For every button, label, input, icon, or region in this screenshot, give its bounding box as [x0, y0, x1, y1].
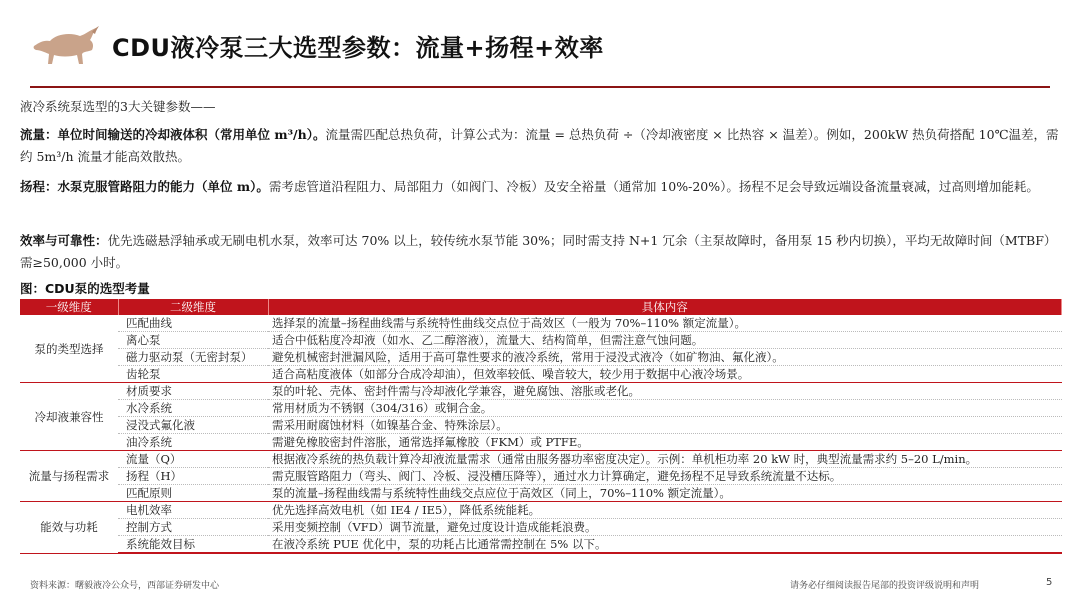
table-row [20, 366, 1062, 383]
level2-cell: 流量（Q） [118, 451, 268, 468]
level2-cell: 匹配原则 [118, 485, 268, 502]
table-header-cell: 具体内容 [268, 299, 1062, 315]
table-row [20, 383, 1062, 400]
head-text: 需考虑管道沿程阻力、局部阻力（如阀门、冷板）及安全裕量（通常加 10%-20%）。扬程不足会导致远端设备流量衰减，过高则增加能耗。 [268, 179, 1039, 194]
content-cell: 采用变频控制（VFD）调节流量，避免过度设计造成能耗浪费。 [268, 519, 1062, 536]
eff-text: 优先选磁悬浮轴承或无刷电机水泵，效率可达 70% 以上，较传统水泵节能 30%；同时需支持 N+1 冗余（主泵故障时，备用泵 15 秒内切换），平均无故障时间（MTBF）需≥50,000 小时。 [20, 233, 1057, 270]
table-header-cell: 二级维度 [118, 299, 268, 315]
level2-cell: 磁力驱动泵（无密封泵） [118, 349, 268, 366]
table-row [20, 468, 1062, 485]
header-divider [30, 86, 1050, 88]
flow-paragraph [20, 124, 1062, 168]
table-row [20, 502, 1062, 519]
content-cell: 需克服管路阻力（弯头、阀门、冷板、浸没槽压降等），通过水力计算确定，避免扬程不足导致系统流量不达标。 [268, 468, 1062, 485]
flow-text: 流量需匹配总热负荷，计算公式为：流量 = 总热负荷 ÷（冷却液密度 × 比热容 × 温差）。例如，200kW 热负荷搭配 10℃温差，需约 5m³/h 流量才能高效散热。 [20, 127, 1059, 164]
flow-lead: 流量：单位时间输送的冷却液体积（常用单位 m³/h）。 [20, 127, 326, 142]
level1-cell: 冷却液兼容性 [20, 383, 118, 451]
table-row [20, 400, 1062, 417]
level1-cell: 泵的类型选择 [20, 315, 118, 383]
table-row [20, 536, 1062, 554]
head-lead: 扬程：水泵克服管路阻力的能力（单位 m）。 [20, 179, 269, 194]
level1-cell: 能效与功耗 [20, 502, 118, 554]
page-number: 5 [1046, 577, 1053, 588]
table-row [20, 349, 1062, 366]
table-row [20, 434, 1062, 451]
level2-cell: 控制方式 [118, 519, 268, 536]
table-row [20, 315, 1062, 332]
content-cell: 在液冷系统 PUE 优化中，泵的功耗占比通常需控制在 5% 以下。 [268, 536, 1062, 554]
head-paragraph [20, 176, 1062, 198]
intro-text: 液冷系统泵选型的3大关键参数—— [20, 99, 216, 114]
level2-cell: 水冷系统 [118, 400, 268, 417]
content-cell: 需采用耐腐蚀材料（如镍基合金、特殊涂层）。 [268, 417, 1062, 434]
content-cell: 优先选择高效电机（如 IE4 / IE5），降低系统能耗。 [268, 502, 1062, 519]
efficiency-paragraph [20, 230, 1062, 274]
bull-icon [30, 24, 100, 68]
level2-cell: 浸没式氟化液 [118, 417, 268, 434]
content-cell: 根据液冷系统的热负载计算冷却液流量需求（通常由服务器功率密度决定）。示例：单机柜功率 20 kW 时，典型流量需求约 5–20 L/min。 [268, 451, 1062, 468]
content-cell: 适合高粘度液体（如部分合成冷却油），但效率较低、噪音较大，较少用于数据中心液冷场景。 [268, 366, 1062, 383]
level2-cell: 匹配曲线 [118, 315, 268, 332]
page-title: CDU液冷泵三大选型参数：流量+扬程+效率 [112, 34, 604, 62]
content-cell: 常用材质为不锈钢（304/316）或铜合金。 [268, 400, 1062, 417]
table-row [20, 451, 1062, 468]
table-row [20, 332, 1062, 349]
figure-caption: 图：CDU泵的选型考量 [20, 281, 150, 296]
source-note: 资料来源：曙毅液冷公众号，西部证券研发中心 [30, 581, 220, 591]
content-cell: 泵的叶轮、壳体、密封件需与冷却液化学兼容，避免腐蚀、溶胀或老化。 [268, 383, 1062, 400]
table-row [20, 485, 1062, 502]
level1-cell: 流量与扬程需求 [20, 451, 118, 502]
level2-cell: 电机效率 [118, 502, 268, 519]
table-row [20, 519, 1062, 536]
content-cell: 适合中低粘度冷却液（如水、乙二醇溶液），流量大、结构简单，但需注意气蚀问题。 [268, 332, 1062, 349]
content-cell: 需避免橡胶密封件溶胀，通常选择氟橡胶（FKM）或 PTFE。 [268, 434, 1062, 451]
level2-cell: 齿轮泵 [118, 366, 268, 383]
level2-cell: 扬程（H） [118, 468, 268, 485]
table-row [20, 417, 1062, 434]
disclaimer-note: 请务必仔细阅读报告尾部的投资评级说明和声明 [790, 581, 980, 591]
content-cell: 避免机械密封泄漏风险，适用于高可靠性要求的液冷系统，常用于浸没式液冷（如矿物油、氟化液）。 [268, 349, 1062, 366]
slide-header [0, 0, 1080, 90]
content-cell: 泵的流量–扬程曲线需与系统特性曲线交点应位于高效区（同上，70%–110% 额定流量）。 [268, 485, 1062, 502]
level2-cell: 系统能效目标 [118, 536, 268, 554]
level2-cell: 油冷系统 [118, 434, 268, 451]
level2-cell: 材质要求 [118, 383, 268, 400]
pump-selection-table [20, 299, 1062, 554]
table-header-cell: 一级维度 [20, 299, 118, 315]
table-header-row [20, 299, 1062, 315]
eff-lead: 效率与可靠性： [20, 233, 108, 248]
content-cell: 选择泵的流量–扬程曲线需与系统特性曲线交点位于高效区（一般为 70%–110% 额定流量）。 [268, 315, 1062, 332]
level2-cell: 离心泵 [118, 332, 268, 349]
